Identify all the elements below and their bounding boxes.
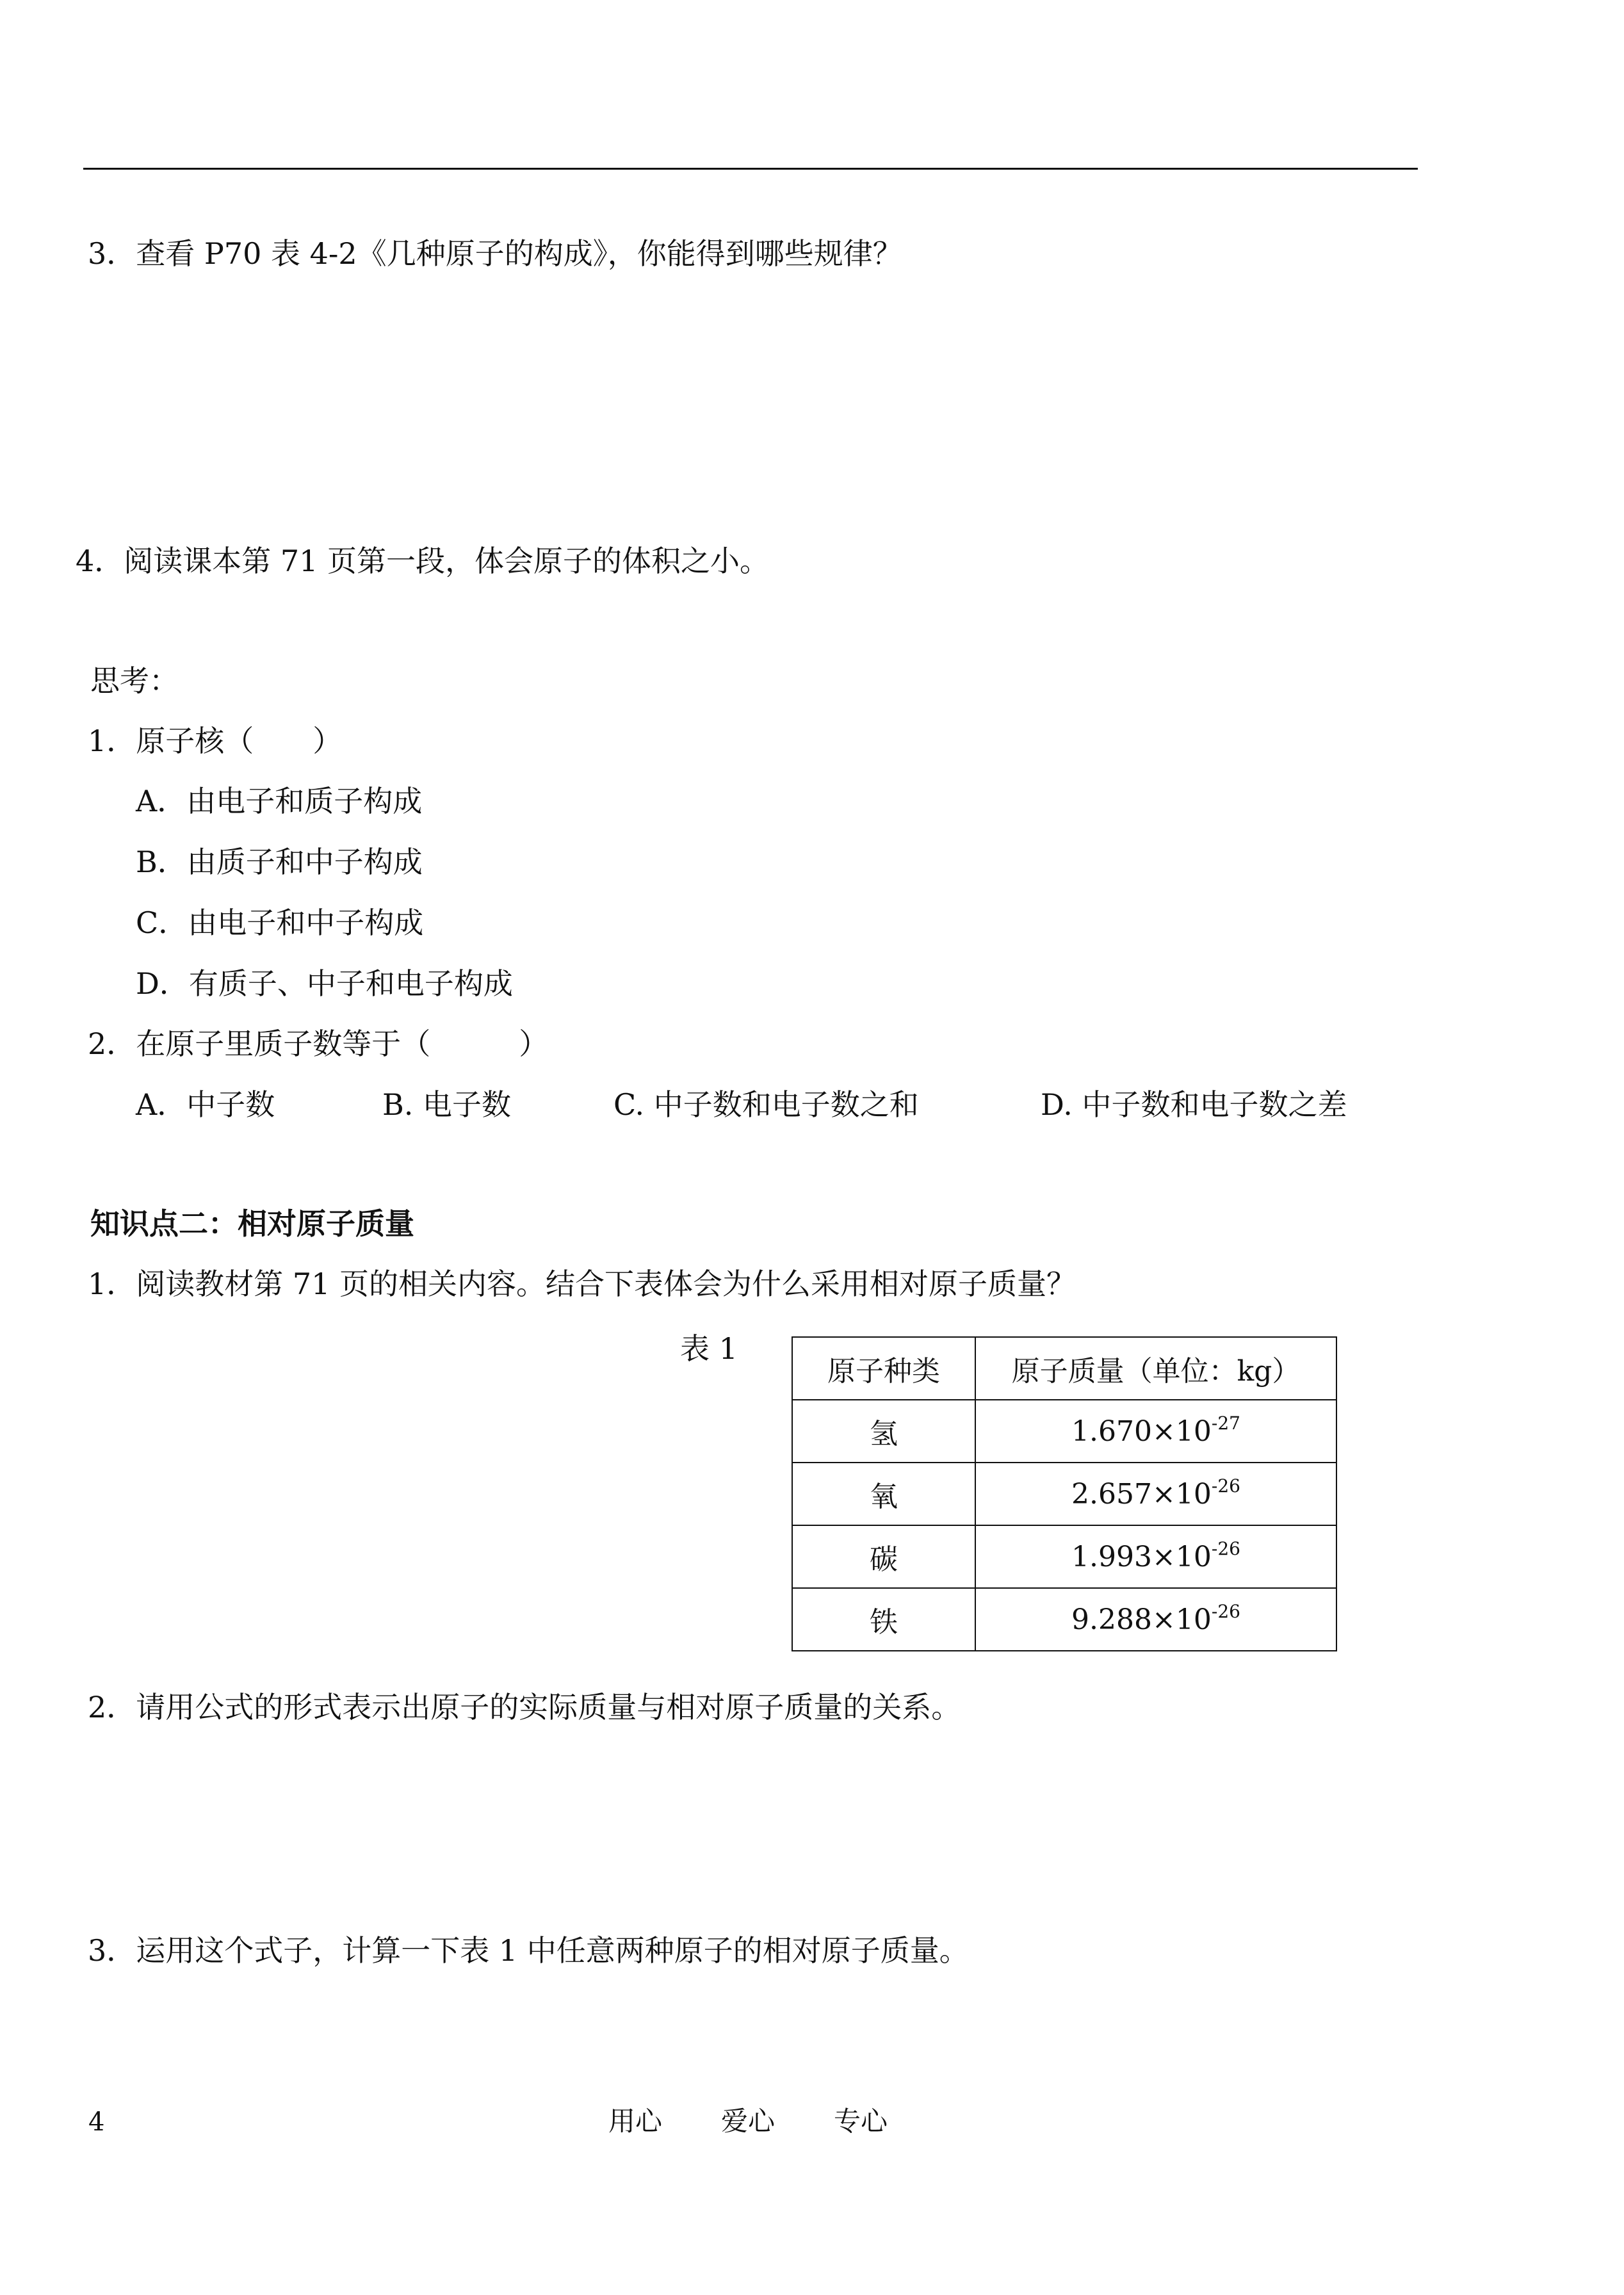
atom-name: 氧 [792,1463,975,1525]
atom-name: 碳 [792,1525,975,1588]
think-q1-stem: 1．原子核（ ） [88,724,343,758]
footer-slogan-3: 专心 [834,2105,888,2137]
atom-mass [975,1525,1336,1588]
think-q2-option-d: D. 中子数和电子数之差 [1041,1087,1347,1122]
atom-mass [975,1588,1336,1651]
mass-exponent: -26 [1211,1475,1240,1496]
mass-exponent: -27 [1211,1412,1240,1434]
mass-exponent: -26 [1211,1537,1240,1559]
atom-name: 铁 [792,1588,975,1651]
table-row [792,1588,1336,1651]
think-q1-option-c: C．由电子和中子构成 [136,905,424,940]
question-3: 3．查看 P70 表 4-2《几种原子的构成》，你能得到哪些规律？ [88,236,902,271]
table-caption: 表 1 [680,1331,738,1366]
think-q2-option-a: A．中子数 [136,1087,275,1122]
think-q1-option-b: B．由质子和中子构成 [136,845,423,879]
mass-mantissa: 1.993×10 [1071,1540,1212,1573]
table-header-atom-type: 原子种类 [792,1337,975,1400]
section2-item-3: 3．运用这个式子，计算一下表 1 中任意两种原子的相对原子质量。 [88,1933,969,1968]
table-row [792,1463,1336,1525]
section2-title: 知识点二：相对原子质量 [90,1206,414,1241]
mass-mantissa: 9.288×10 [1071,1603,1212,1636]
atom-name: 氢 [792,1400,975,1463]
atom-mass-table [792,1336,1337,1651]
think-q2-option-c: C. 中子数和电子数之和 [613,1087,919,1122]
header-rule [83,168,1418,170]
section2-item-2: 2．请用公式的形式表示出原子的实际质量与相对原子质量的关系。 [88,1690,961,1724]
table-row [792,1400,1336,1463]
think-q1-option-d: D．有质子、中子和电子构成 [136,966,513,1001]
table-row [792,1525,1336,1588]
section2-item-1: 1．阅读教材第 71 页的相关内容。结合下表体会为什么采用相对原子质量？ [88,1267,1076,1301]
mass-exponent: -26 [1211,1600,1240,1622]
atom-mass [975,1400,1336,1463]
mass-mantissa: 1.670×10 [1071,1415,1212,1448]
footer-slogan-2: 爱心 [721,2105,775,2137]
think-heading: 思考： [90,663,179,698]
think-q2-stem: 2．在原子里质子数等于（ ） [88,1026,549,1061]
table-header-atom-mass: 原子质量（单位：kg） [975,1337,1336,1400]
question-4: 4．阅读课本第 71 页第一段，体会原子的体积之小。 [76,544,770,578]
table-header-row [792,1337,1336,1400]
page-number: 4 [88,2107,105,2137]
think-q1-option-a: A．由电子和质子构成 [136,784,423,818]
mass-mantissa: 2.657×10 [1071,1477,1212,1511]
atom-mass [975,1463,1336,1525]
footer-slogan-1: 用心 [608,2105,663,2137]
think-q2-option-b: B. 电子数 [382,1087,512,1122]
